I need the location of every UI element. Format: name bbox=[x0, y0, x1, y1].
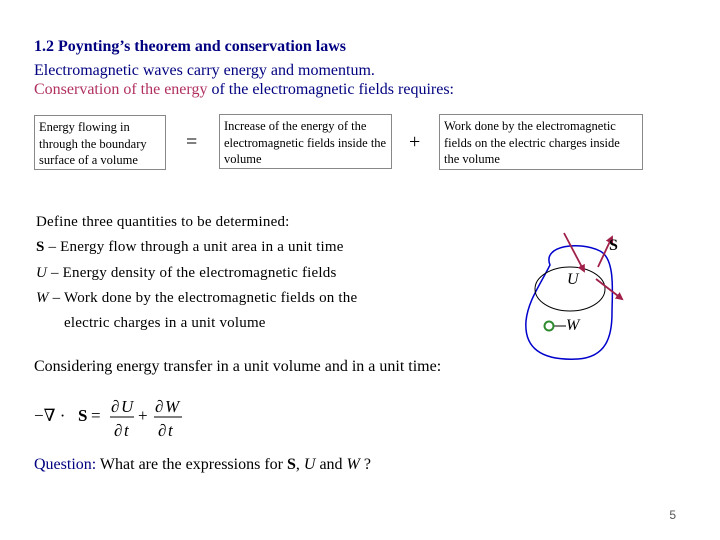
work-done-box: Work done by the electromagnetic fields on the electric charges inside the volume bbox=[439, 114, 643, 170]
equation-equals: = bbox=[91, 406, 101, 425]
quantity-w-text: – Work done by the electromagnetic fields on the bbox=[48, 290, 358, 306]
volume-diagram bbox=[520, 225, 640, 365]
question bbox=[34, 456, 371, 474]
quantity-w-continued: electric charges in a unit volume bbox=[64, 315, 266, 331]
incoming-arrow bbox=[564, 233, 584, 271]
quantity-u-symbol: U bbox=[36, 265, 48, 281]
question-end: ? bbox=[359, 456, 371, 473]
equation-lhs-symbol: S bbox=[78, 406, 88, 425]
figure-label-u: U bbox=[567, 271, 579, 288]
conservation-rest: of the electromagnetic fields requires: bbox=[207, 81, 454, 98]
equation-partial-t2: ∂ bbox=[158, 421, 167, 440]
question-comma: , bbox=[295, 456, 304, 473]
plus-sign: + bbox=[409, 131, 421, 153]
conservation-lead: Conservation of the energy bbox=[34, 81, 208, 98]
outgoing-arrow-right bbox=[596, 279, 622, 299]
question-u: U bbox=[303, 456, 316, 473]
subtitle: Electromagnetic waves carry energy and momentum. bbox=[34, 62, 375, 79]
quantity-w bbox=[36, 290, 357, 307]
volume-diagram-svg bbox=[520, 225, 640, 365]
quantity-w-symbol: W bbox=[36, 290, 49, 306]
equation-svg bbox=[34, 390, 184, 442]
energy-flow-box: Energy flowing in through the boundary surface of a volume bbox=[34, 115, 166, 170]
quantity-s-symbol: S bbox=[36, 239, 45, 255]
question-w: W bbox=[346, 456, 360, 473]
poynting-equation bbox=[34, 390, 184, 442]
equation-plus: + bbox=[138, 406, 148, 425]
quantity-u-text: – Energy density of the electromagnetic fields bbox=[47, 265, 337, 281]
equation-t2: t bbox=[168, 421, 173, 440]
considering-statement: Considering energy transfer in a unit volume and in a unit time: bbox=[34, 358, 442, 375]
equation-t1: t bbox=[124, 421, 129, 440]
equation-partial-w: ∂ bbox=[155, 397, 164, 416]
question-label: Question: bbox=[34, 456, 97, 473]
figure-label-s: S bbox=[609, 237, 618, 254]
equation-lhs-prefix: −∇ · bbox=[34, 406, 66, 425]
quantity-s-text: – Energy flow through a unit area in a unit time bbox=[44, 239, 344, 255]
equation-w: W bbox=[165, 397, 180, 416]
question-and: and bbox=[315, 456, 347, 473]
energy-increase-box: Increase of the energy of the electromagnetic fields inside the volume bbox=[219, 114, 392, 169]
figure-label-w: W bbox=[566, 317, 580, 334]
slide-title: 1.2 Poynting’s theorem and conservation laws bbox=[34, 38, 346, 55]
equation-u: U bbox=[121, 397, 134, 416]
charge-icon bbox=[545, 322, 554, 331]
equation-partial-u: ∂ bbox=[111, 397, 120, 416]
question-s: S bbox=[286, 456, 296, 473]
quantity-s bbox=[36, 239, 344, 256]
define-heading: Define three quantities to be determined: bbox=[36, 214, 290, 230]
page-number: 5 bbox=[669, 508, 676, 522]
equals-sign: = bbox=[186, 131, 198, 153]
question-text: What are the expressions for bbox=[96, 456, 287, 473]
equation-partial-t1: ∂ bbox=[114, 421, 123, 440]
quantity-u bbox=[36, 265, 337, 282]
conservation-statement bbox=[34, 81, 454, 99]
